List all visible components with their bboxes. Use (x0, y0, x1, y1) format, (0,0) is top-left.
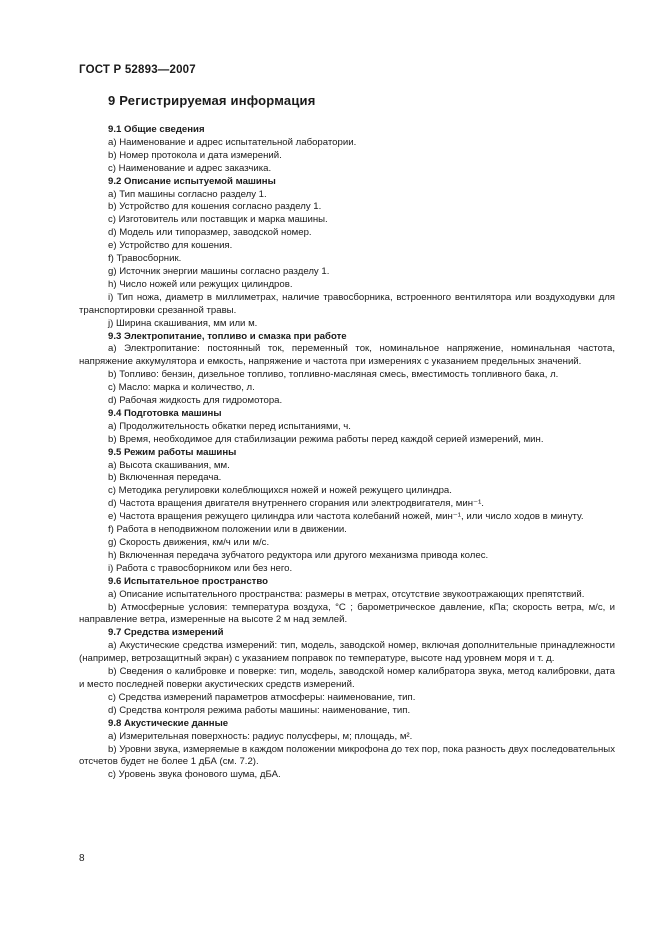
section-title: 9 Регистрируемая информация (108, 93, 316, 108)
list-item: b) Топливо: бензин, дизельное топливо, топливно-масляная смесь, вместимость топливного бака, л. (108, 369, 559, 381)
list-item: a) Высота скашивания, мм. (108, 459, 230, 471)
list-item: b) Время, необходимое для стабилизации режима работы перед каждой серией измерений, мин. (108, 433, 544, 445)
list-item: a) Описание испытательного пространства: размеры в метрах, отсутствие звукоотражающих препятствий. (108, 588, 585, 600)
subsection-heading: 9.1 Общие сведения (108, 124, 205, 135)
list-item: b) Уровни звука, измеряемые в каждом положении микрофона до тех пор, пока разность двух последовательных отсчетов будет не более 1 дБА (см. 7.2). (79, 743, 615, 768)
document-body (79, 124, 615, 782)
document-header: ГОСТ Р 52893—2007 (79, 64, 196, 76)
page-number: 8 (79, 853, 85, 864)
list-item: d) Рабочая жидкость для гидромотора. (108, 395, 283, 407)
subsection-heading: 9.2 Описание испытуемой машины (108, 175, 276, 187)
subsection-heading: 9.7 Средства измерений (108, 627, 224, 639)
list-item: h) Число ножей или режущих цилиндров. (108, 278, 293, 290)
subsection-heading: 9.5 Режим работы машины (108, 446, 237, 458)
list-item: b) Устройство для кошения согласно разделу 1. (108, 201, 322, 213)
list-item: b) Сведения о калибровке и поверке: тип, модель, заводской номер калибратора звука, метод калибровки, дата и место последней поверки акустических средств измерений. (79, 666, 615, 690)
subsection-heading: 9.8 Акустические данные (108, 717, 229, 729)
list-item: i) Работа с травосборником или без него. (108, 562, 293, 574)
list-item: f) Работа в неподвижном положении или в движении. (108, 524, 347, 536)
list-item: c) Методика регулировки колеблющихся ножей и ножей режущего цилиндра. (108, 485, 452, 497)
subsection-heading: 9.3 Электропитание, топливо и смазка при работе (108, 330, 347, 342)
list-item: a) Акустические средства измерений: тип, модель, заводской номер, включая дополнительные принадлежности (например, ветрозащитный экран) с указанием поправок по температуре, высоте над уровнем моря и т. д. (79, 640, 615, 665)
list-item: a) Измерительная поверхность: радиус полусферы, м; площадь, м². (108, 730, 413, 742)
list-item: c) Средства измерений параметров атмосферы: наименование, тип. (108, 691, 416, 703)
list-item: c) Уровень звука фонового шума, дБА. (108, 769, 281, 781)
list-item: a) Тип машины согласно разделу 1. (108, 188, 267, 200)
list-item: g) Источник энергии машины согласно разделу 1. (108, 265, 330, 277)
list-item: b) Атмосферные условия: температура воздуха, °С ; барометрическое давление, кПа; скорость ветра, м/с, и направление ветра, измеренные на высоте 2 м над землей. (79, 601, 615, 626)
list-item: a) Продолжительность обкатки перед испытаниями, ч. (108, 420, 351, 432)
list-item: c) Наименование и адрес заказчика. (108, 162, 272, 174)
subsection-heading: 9.4 Подготовка машины (108, 407, 222, 419)
list-item: c) Масло: марка и количество, л. (108, 382, 255, 394)
list-item: e) Устройство для кошения. (108, 240, 233, 252)
subsection-heading: 9.6 Испытательное пространство (108, 575, 269, 587)
list-item: g) Скорость движения, км/ч или м/с. (108, 537, 270, 548)
list-item: d) Частота вращения двигателя внутреннего сгорания или электродвигателя, мин⁻¹. (108, 498, 484, 510)
list-item: d) Модель или типоразмер, заводской номер. (108, 227, 312, 239)
list-item: b) Включенная передача. (108, 472, 222, 484)
list-item: i) Тип ножа, диаметр в миллиметрах, наличие травосборника, встроенного вентилятора или воздуходувки для транспортировки срезанной травы. (79, 291, 615, 316)
list-item: j) Ширина скашивания, мм или м. (108, 317, 258, 329)
list-item: c) Изготовитель или поставщик и марка машины. (108, 214, 328, 226)
list-item: h) Включенная передача зубчатого редуктора или другого механизма привода колес. (108, 549, 489, 561)
list-item: d) Средства контроля режима работы машины: наименование, тип. (108, 704, 411, 716)
list-item: b) Номер протокола и дата измерений. (108, 149, 282, 161)
list-item: e) Частота вращения режущего цилиндра или частота колебаний ножей, мин⁻¹, или число ходов в минуту. (108, 511, 584, 523)
list-item: a) Электропитание: постоянный ток, переменный ток, номинальное напряжение, номинальная частота, напряжение аккумулятора и емкость, напряжение и частота при измерениях с указанием предельных значений. (79, 343, 615, 368)
list-item: f) Травосборник. (108, 253, 182, 265)
list-item: a) Наименование и адрес испытательной лаборатории. (108, 136, 357, 148)
